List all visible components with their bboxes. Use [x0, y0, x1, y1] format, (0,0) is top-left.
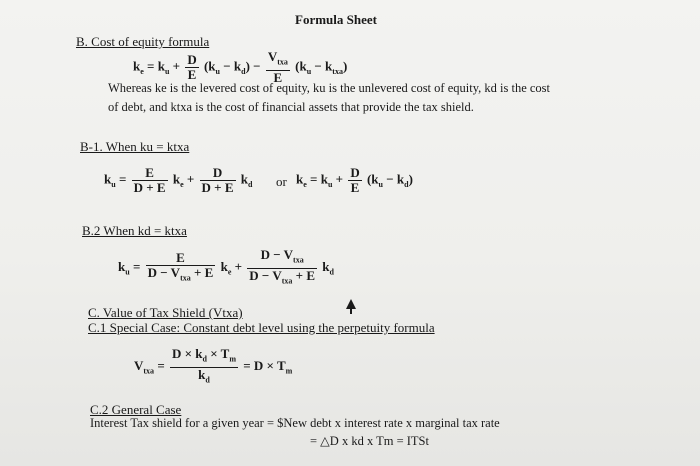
cost-of-equity-formula: $k_e = k_u$ + $\frac{D}{E}$ $(k_u - k_d)$ − $\frac{V_{txa}}{E}$ $(k_u - k_{txa})$ — [133, 49, 348, 85]
mouse-cursor-icon — [346, 299, 356, 309]
b1-formula-levered: $k_e = k_u$ + $\frac{D}{E}$ $(k_u - k_d)$ — [296, 165, 413, 195]
c2-line-2: = △D x kd x Tm = ITSt — [310, 434, 429, 448]
page-title: Formula Sheet — [295, 12, 377, 27]
section-c2-heading: C.2 General Case — [90, 402, 182, 417]
section-c1-heading: C.1 Special Case: Constant debt level using the perpetuity formula — [88, 320, 435, 335]
b2-formula: $k_u$ = $\frac{E}{D - V_{txa} + E}$ $k_e$ + $\frac{D - V_{txa}}{D - V_{txa} + E}$ $k_d$ — [118, 247, 334, 286]
section-b1-heading: B-1. When ku = ktxa — [80, 139, 190, 154]
b1-formula-unlevered: $k_u$ = $\frac{E}{D + E}$ $k_e$ + $\frac{D}{D + E}$ $k_d$ — [104, 165, 253, 195]
section-c-heading: C. Value of Tax Shield (Vtxa) — [88, 305, 243, 320]
section-b-heading: B. Cost of equity formula — [76, 34, 210, 49]
or-label: or — [276, 174, 287, 189]
c2-line-1: Interest Tax shield for a given year = $New debt x interest rate x marginal tax rate — [90, 416, 500, 430]
c1-formula: $V_{txa}$ = $\frac{D \times k_d \times T_m}{k_d}$ = $D \times T_m$ — [134, 346, 293, 385]
definition-line-2: of debt, and ktxa is the cost of financial assets that provide the tax shield. — [108, 100, 474, 114]
section-b2-heading: B.2 When kd = ktxa — [82, 223, 187, 238]
definition-line-1: Whereas ke is the levered cost of equity, ku is the unlevered cost of equity, kd is the cost — [108, 81, 550, 95]
